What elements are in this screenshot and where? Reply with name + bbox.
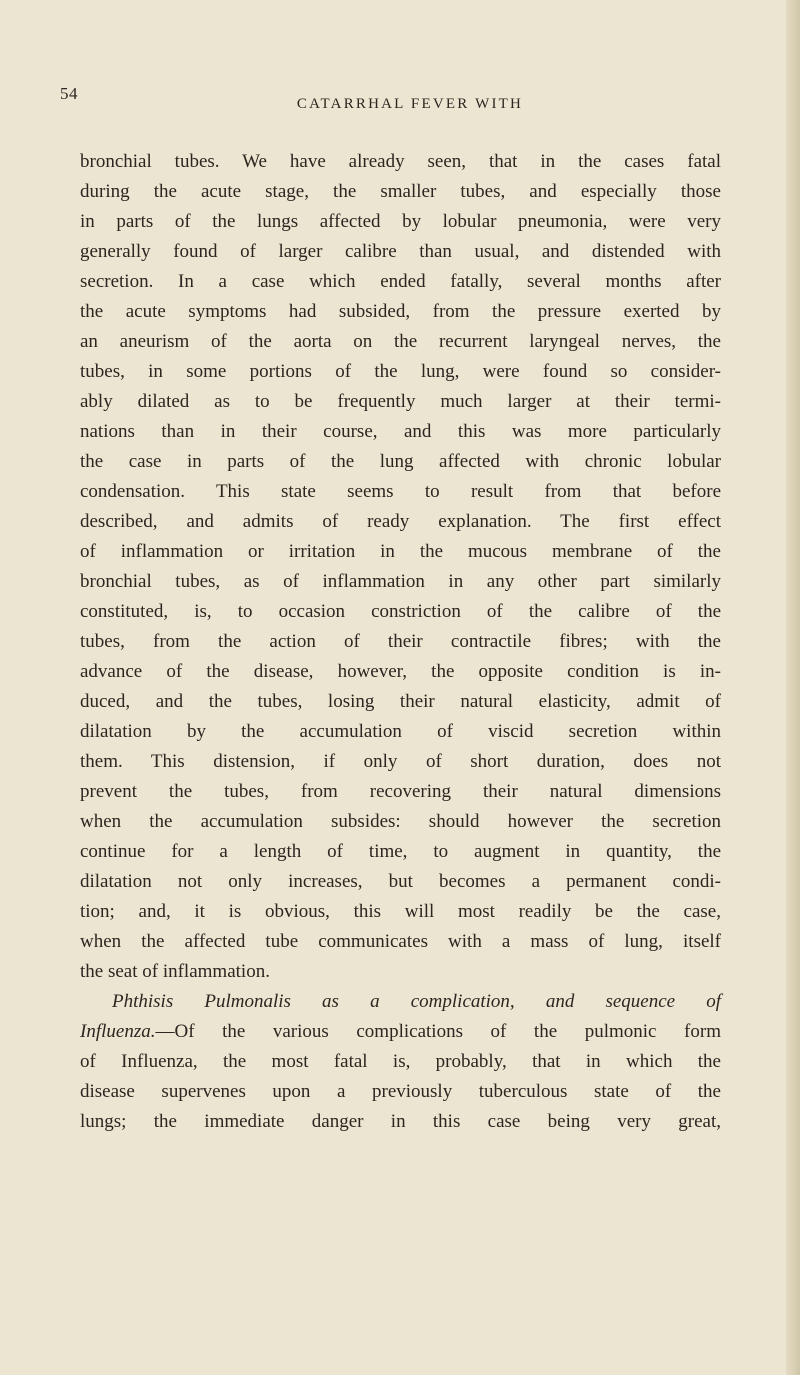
text-line: tion; and, it is obvious, this will most readily be the case, — [80, 901, 721, 922]
text-line: described, and admits of ready explanation. The first effect — [80, 511, 721, 532]
section-heading: Phthisis Pulmonalis as a complication, and sequence of — [112, 991, 721, 1012]
text-line: dilatation not only increases, but becomes a permanent condi- — [80, 871, 721, 892]
text-line: generally found of larger calibre than usual, and distended with — [80, 241, 721, 262]
text-line: in parts of the lungs affected by lobular pneumonia, were very — [80, 211, 721, 232]
text-line: when the affected tube communicates with a mass of lung, itself — [80, 931, 721, 952]
section-heading-end: Influenza. — [80, 1021, 156, 1042]
text-line: bronchial tubes, as of inflammation in any other part similarly — [80, 571, 721, 592]
text-line: when the accumulation subsides: should however the secretion — [80, 811, 721, 832]
text-line: an aneurism of the aorta on the recurrent laryngeal nerves, the — [80, 331, 721, 352]
body-text — [80, 147, 721, 1137]
page-header — [60, 84, 760, 118]
text-line: during the acute stage, the smaller tubes, and especially those — [80, 181, 721, 202]
text-line: the acute symptoms had subsided, from the pressure exerted by — [80, 301, 721, 322]
text-line: lungs; the immediate danger in this case being very great, — [80, 1111, 721, 1132]
text-line: disease supervenes upon a previously tuberculous state of the — [80, 1081, 721, 1102]
running-head: CATARRHAL FEVER WITH — [296, 96, 524, 112]
section-heading-continuation — [80, 1017, 721, 1047]
text-line: advance of the disease, however, the opposite condition is in- — [80, 661, 721, 682]
text-line: constituted, is, to occasion constriction of the calibre of the — [80, 601, 721, 622]
text-line: ably dilated as to be frequently much larger at their termi- — [80, 391, 721, 412]
text-line: the case in parts of the lung affected with chronic lobular — [80, 451, 721, 472]
page-edge — [786, 0, 800, 1375]
text-line: secretion. In a case which ended fatally, several months after — [80, 271, 721, 292]
text-line: of inflammation or irritation in the mucous membrane of the — [80, 541, 721, 562]
text-line: continue for a length of time, to augment in quantity, the — [80, 841, 721, 862]
text-line: tubes, in some portions of the lung, were found so consider- — [80, 361, 721, 382]
text-line: nations than in their course, and this was more particularly — [80, 421, 721, 442]
text-line: duced, and the tubes, losing their natural elasticity, admit of — [80, 691, 721, 712]
text-line: of Influenza, the most fatal is, probably, that in which the — [80, 1051, 721, 1072]
page-number: 54 — [60, 84, 78, 103]
text-line: condensation. This state seems to result from that before — [80, 481, 721, 502]
text-line: tubes, from the action of their contractile fibres; with the — [80, 631, 721, 652]
text-line: prevent the tubes, from recovering their natural dimensions — [80, 781, 721, 802]
text-line: dilatation by the accumulation of viscid secretion within — [80, 721, 721, 742]
section-text-start: —Of the various complications of the pulmonic form — [155, 1021, 721, 1042]
text-line: bronchial tubes. We have already seen, that in the cases fatal — [80, 151, 721, 172]
text-line: the seat of inflammation. — [80, 961, 270, 982]
text-line: them. This distension, if only of short duration, does not — [80, 751, 721, 772]
